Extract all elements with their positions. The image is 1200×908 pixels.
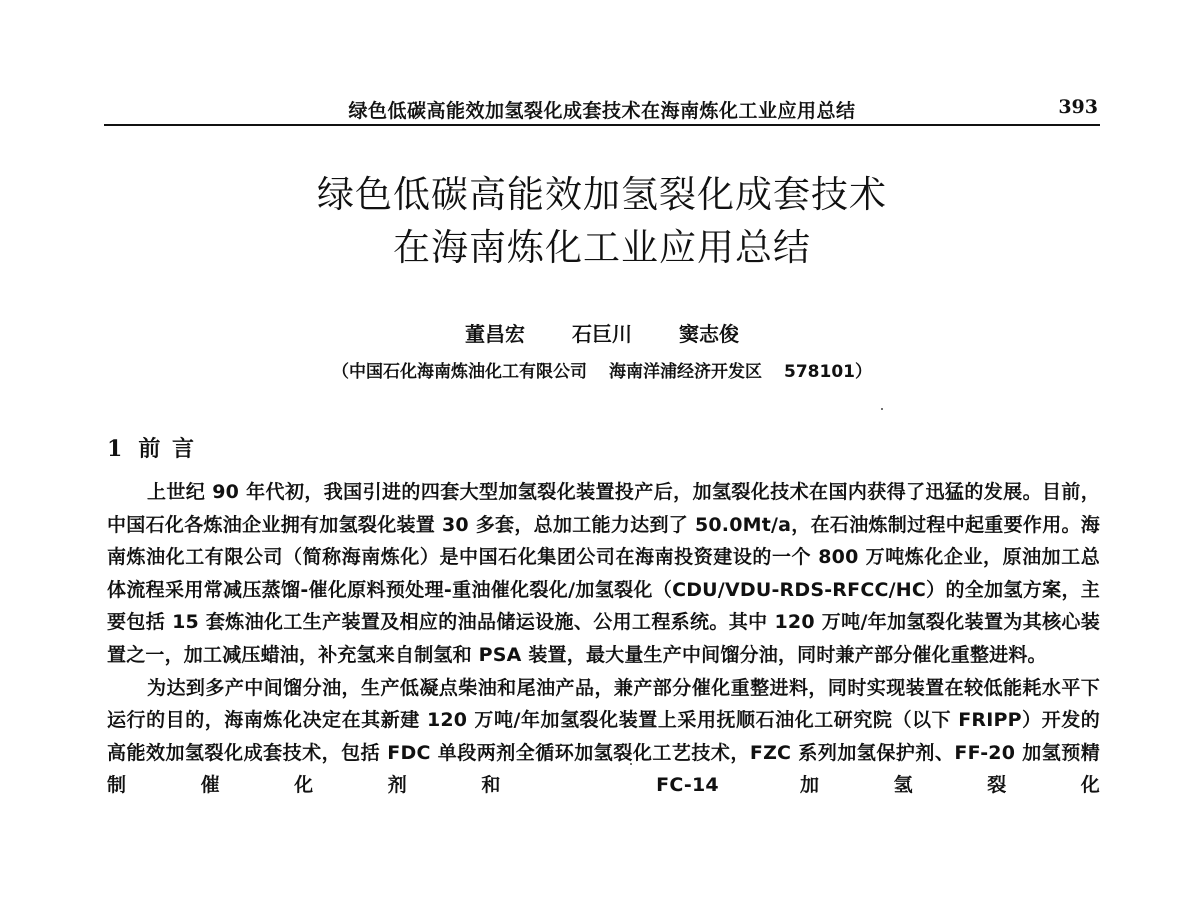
author-affiliation — [104, 357, 1100, 382]
paper-title — [104, 168, 1100, 274]
paper-title-line-2: 在海南炼化工业应用总结 — [393, 226, 811, 269]
scan-speck — [881, 408, 883, 410]
running-header — [104, 92, 1100, 126]
section-title: 前 言 — [138, 437, 196, 462]
author-list — [104, 318, 1100, 347]
author-name: 窦志俊 — [678, 322, 739, 346]
running-header-title: 绿色低碳高能效加氢裂化成套技术在海南炼化工业应用总结 — [348, 100, 856, 122]
section-number: 1 — [107, 436, 125, 462]
affiliation-close-paren: ） — [854, 362, 872, 382]
affiliation-location: 海南洋浦经济开发区 — [609, 362, 762, 382]
paragraph: 为达到多产中间馏分油，生产低凝点柴油和尾油产品，兼产部分催化重整进料，同时实现装置在较低能耗水平下运行的目的，海南炼化决定在其新建 120 万吨/年加氢裂化装置上采用抚顺石油化工研究院（以下 FRIPP）开发的高能效加氢裂化成套技术，包括 FDC 单段两剂全循环加氢裂化工艺技术，FZC 系列加氢保护剂、FF-20 加氢预精制催化剂和 FC-14 加氢裂化 — [107, 676, 1100, 797]
author-name: 董昌宏 — [465, 322, 526, 346]
body-text — [107, 476, 1100, 802]
page-number: 393 — [1058, 96, 1098, 118]
author-name: 石巨川 — [572, 322, 632, 346]
affiliation-postcode: 578101 — [784, 362, 855, 382]
section-heading — [107, 432, 196, 463]
paragraph: 上世纪 90 年代初，我国引进的四套大型加氢裂化装置投产后，加氢裂化技术在国内获得了迅猛的发展。目前，中国石化各炼油企业拥有加氢裂化装置 30 多套，总加工能力达到了 50.0Mt/a，在石油炼制过程中起重要作用。海南炼油化工有限公司（简称海南炼化）是中国石化集团公司在海南投资建设的一个 800 万吨炼化企业，原油加工总体流程采用常减压蒸馏-催化原料预处理-重油催化裂化/加氢裂化（CDU/VDU-RDS-RFCC/HC）的全加氢方案，主要包括 15 套炼油化工生产装置及相应的油品储运设施、公用工程系统。其中 120 万吨/年加氢裂化装置为其核心装置之一，加工减压蜡油，补充氢来自制氢和 PSA 装置，最大量生产中间馏分油，同时兼产部分催化重整进料。 — [107, 481, 1100, 666]
paper-title-line-1: 绿色低碳高能效加氢裂化成套技术 — [317, 173, 887, 216]
affiliation-open-paren: （ — [332, 362, 349, 382]
affiliation-company: 中国石化海南炼油化工有限公司 — [349, 362, 587, 382]
